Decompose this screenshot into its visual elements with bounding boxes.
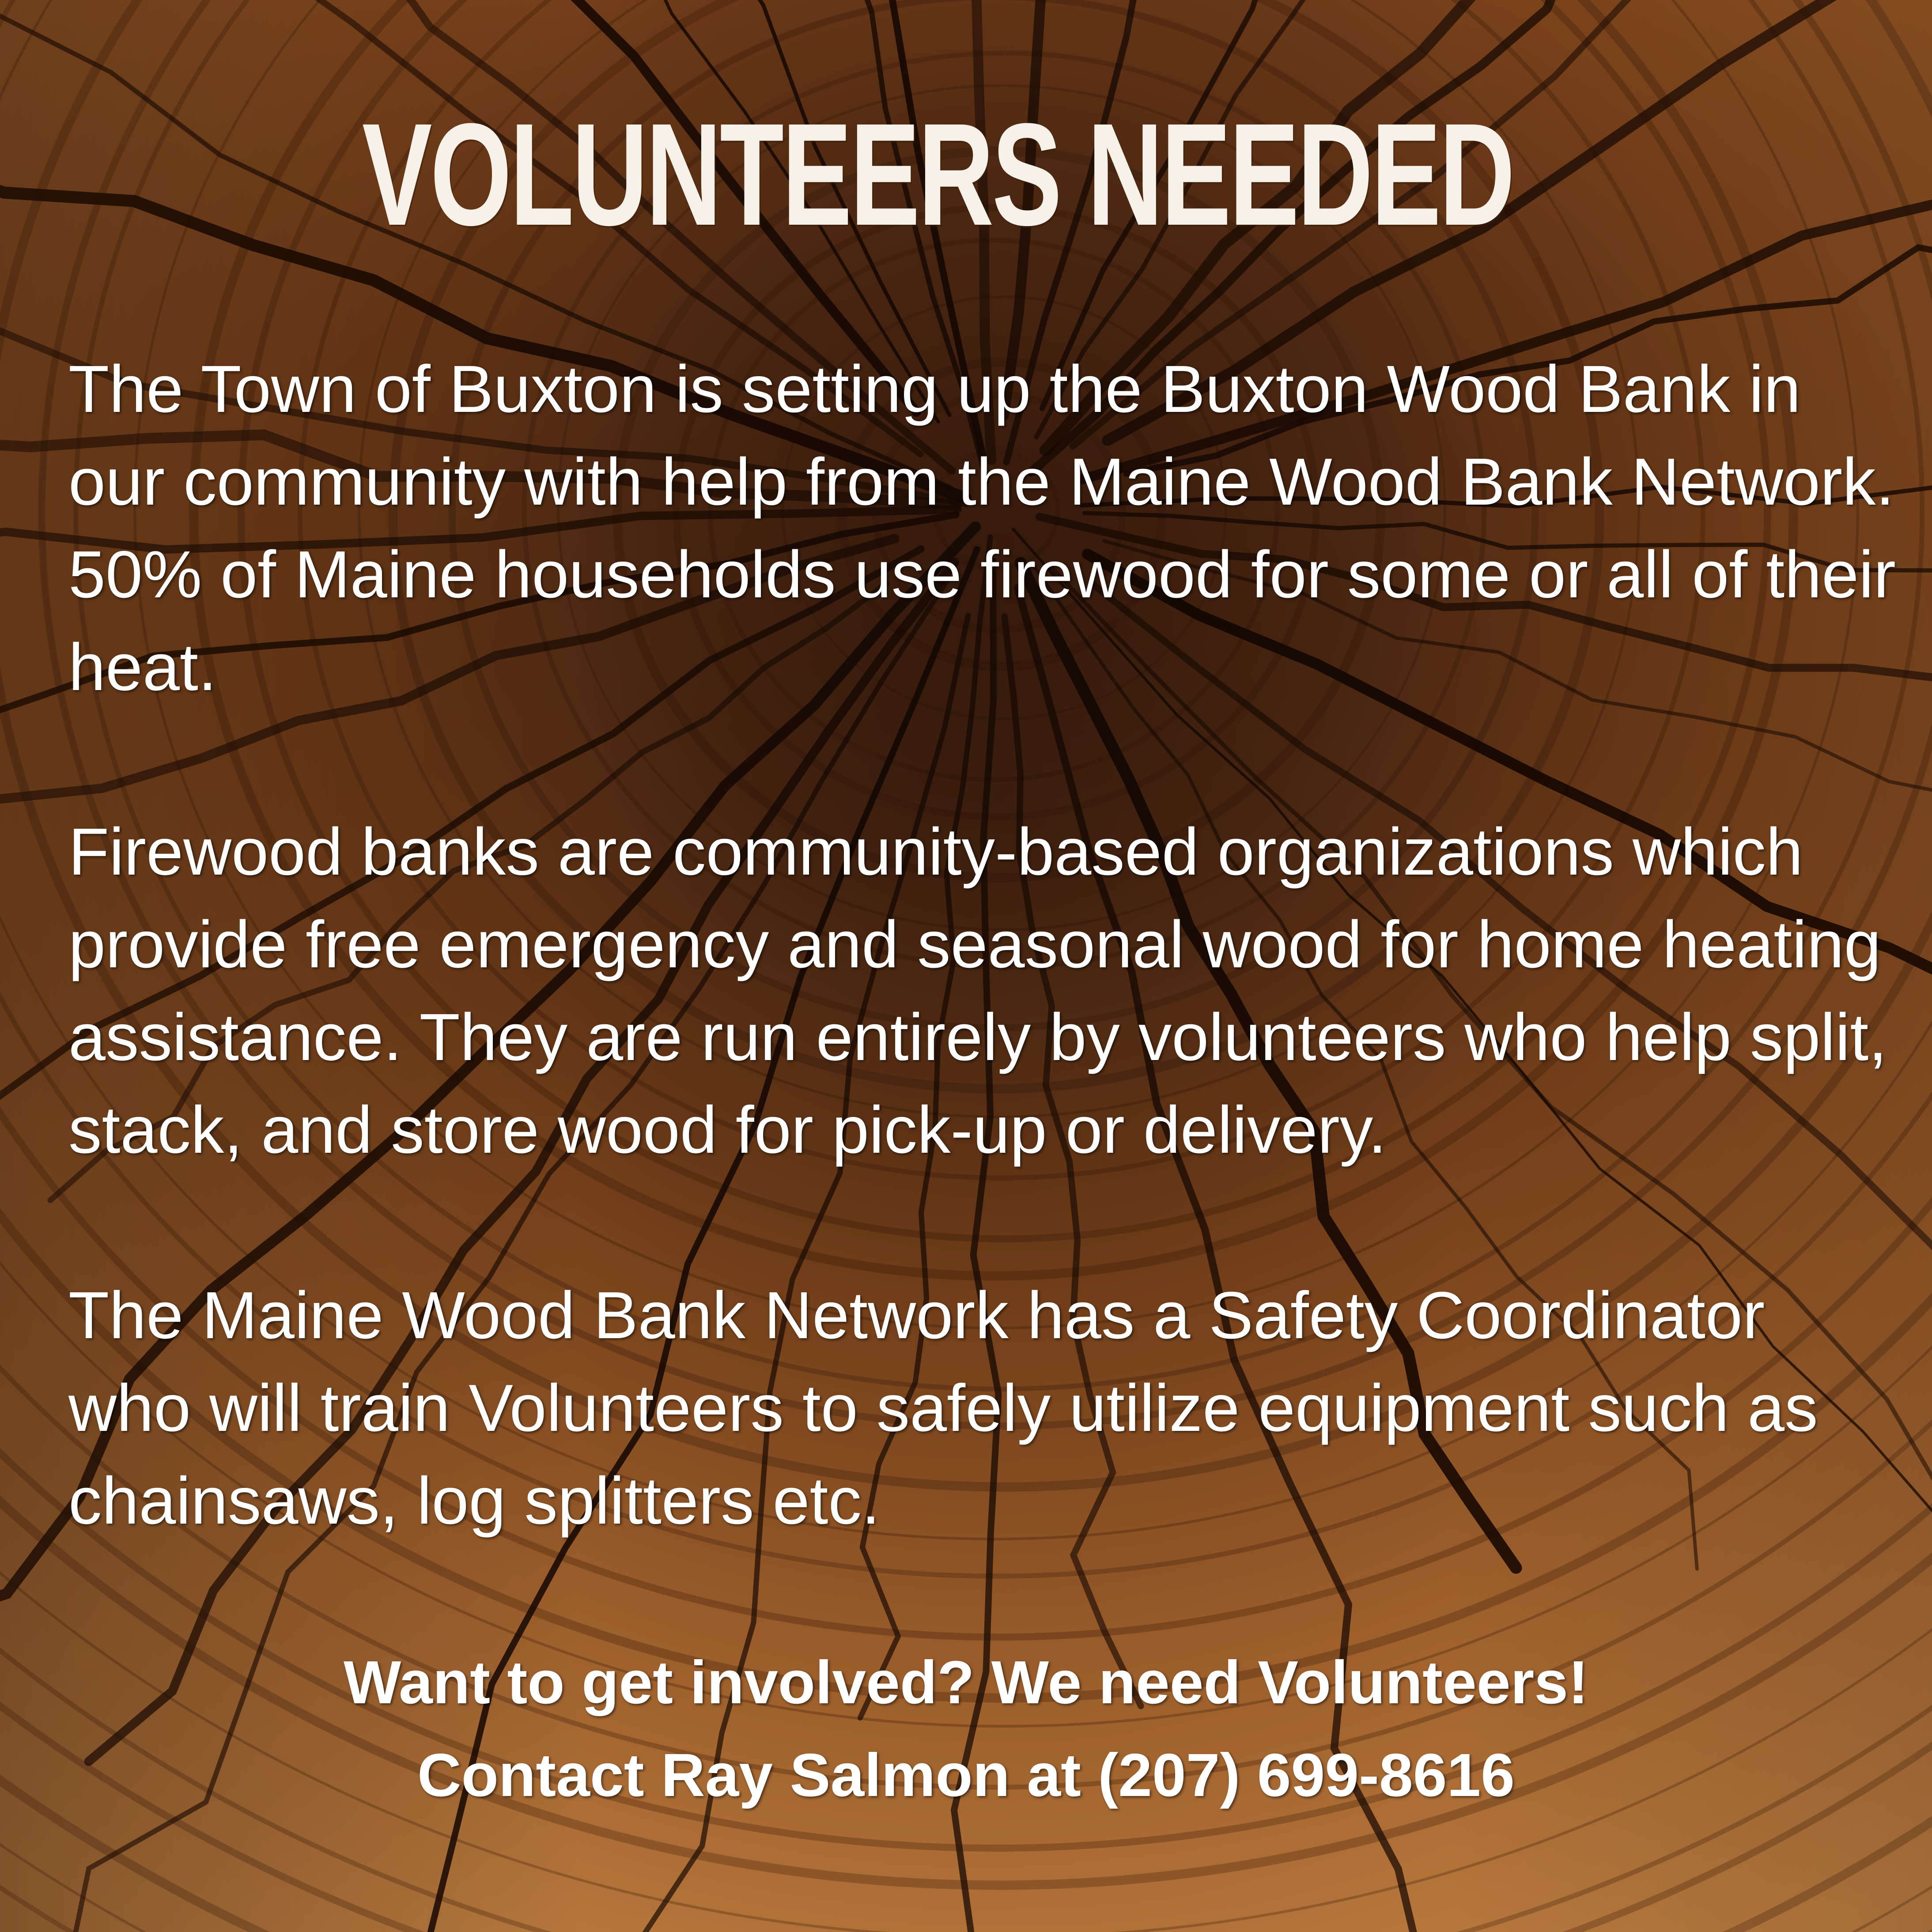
poster-title: VOLUNTEERS NEEDED [362,93,1513,256]
firewood-banks-paragraph: Firewood banks are community-based organizations which provide free emergency and seasonal wood for home heating assistance. They are run entirely by volunteers who help split, stack, and store wood for pick-up or delivery. [68,814,1887,1167]
call-to-action: Want to get involved? We need Volunteers! [343,1649,1589,1717]
contact-info: Contact Ray Salmon at (207) 699-8616 [417,1741,1515,1809]
intro-paragraph: The Town of Buxton is setting up the Buxton Wood Bank in our community with help from the Maine Wood Bank Network. 50% of Maine households use firewood for some or all of their heat. [68,351,1896,704]
safety-coordinator-paragraph: The Maine Wood Bank Network has a Safety Coordinator who will train Volunteers to safely utilize equipment such as chainsaws, log splitters etc. [68,1278,1818,1538]
